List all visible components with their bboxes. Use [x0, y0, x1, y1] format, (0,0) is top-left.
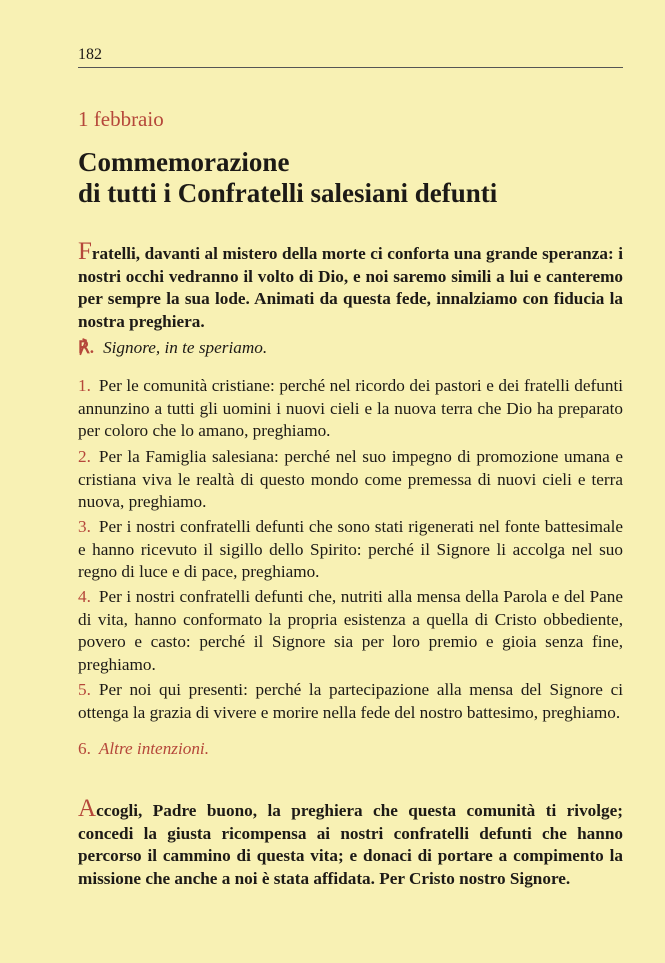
intention-text: Per i nostri confratelli defunti che sono stati rigenerati nel fonte battesimale e hanno ricevuto il sigillo dello Spirito: perché il Signore li accolga nel suo regno di luce e di pace, preghiamo.: [78, 517, 623, 582]
intention-1: [78, 375, 623, 443]
response-line: [78, 338, 267, 358]
intention-number: 6.: [78, 739, 91, 758]
intention-4: [78, 586, 623, 676]
intro-paragraph: [78, 238, 623, 333]
date-heading: 1 febbraio: [78, 107, 164, 131]
intention-number: 3.: [78, 517, 91, 536]
intention-number: 5.: [78, 680, 91, 699]
intention-5: [78, 679, 623, 724]
intention-text: Per i nostri confratelli defunti che, nutriti alla mensa della Parola e del Pane di vita, hanno conformato la propria esistenza a quella di Cristo obbediente, povero e casto: perché il Signore sia per loro premio e gioia senza fine, preghiamo.: [78, 587, 623, 674]
closing-prayer: [78, 795, 623, 890]
intention-text: Per le comunità cristiane: perché nel ricordo dei pastori e dei fratelli defunti annunzino a tutti gli uomini i nuovi cieli e la nuova terra che Dio ha preparato per coloro che lo amano, preghiamo.: [78, 376, 623, 441]
intention-text: Altre intenzioni.: [98, 739, 210, 758]
intention-text: Per noi qui presenti: perché la partecipazione alla mensa del Signore ci ottenga la grazia di vivere e morire nella fede del nostro battesimo, preghiamo.: [78, 680, 623, 722]
intro-text: ratelli, davanti al mistero della morte ci conforta una grande speranza: i nostri occhi vedranno il volto di Dio, e noi saremo simili a lui e canteremo per sempre la sua lode. Animati da questa fede, innalziamo con fiducia la nostra preghiera.: [78, 244, 623, 331]
closing-text: ccogli, Padre buono, la preghiera che questa comunità ti rivolge; concedi la giusta ricompensa ai nostri confratelli defunti che hanno percorso il cammino di questa vita; e donaci di portare a compimento la missione che anche a noi è stata affidata. Per Cristo nostro Signore.: [78, 801, 623, 888]
closing-initial: A: [78, 795, 97, 822]
response-symbol: ℟.: [78, 338, 95, 357]
intro-initial: F: [78, 238, 92, 265]
response-text: Signore, in te speriamo.: [103, 338, 268, 357]
title-line-1: Commemorazione: [78, 147, 290, 177]
intention-number: 4.: [78, 587, 91, 606]
header-rule: [78, 67, 623, 68]
title-line-2: di tutti i Confratelli salesiani defunti: [78, 178, 498, 208]
intention-number: 1.: [78, 376, 91, 395]
intention-text: Per la Famiglia salesiana: perché nel suo impegno di promozione umana e cristiana viva le realtà di questo mondo come premessa di nuovi cieli e terra nuova, preghiamo.: [78, 447, 623, 512]
intention-3: [78, 516, 623, 584]
intention-2: [78, 446, 623, 514]
page-number: 182: [78, 46, 102, 63]
page-title: [78, 147, 497, 209]
intention-number: 2.: [78, 447, 91, 466]
intention-6: [78, 738, 623, 761]
